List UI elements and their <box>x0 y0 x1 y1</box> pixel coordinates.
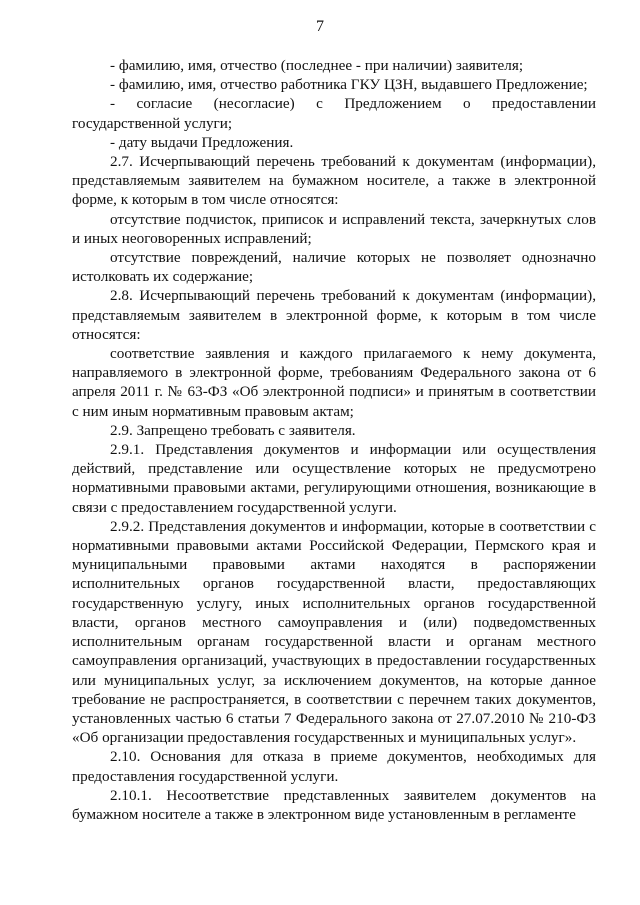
paragraph-2-9-2: 2.9.2. Представления документов и информации, которые в соответствии с нормативными правовыми актами Российской Федерации, Пермского края и муниципальными правовыми актами находятся в распоряжении исполнительных органов государственной власти, предоставляющих государственную услугу, иных исполнительных органов государственной власти, органов местного самоуправления и (или) подведомственных исполнительным органам государственной власти и органам местного самоуправления организаций, участвующих в предоставлении государственных или муниципальных услуг, за исключением документов, на которые данное требование не распространяется, в соответствии с перечнем таких документов, установленных частью 6 статьи 7 Федерального закона от 27.07.2010 № 210-ФЗ «Об организации предоставления государственных и муниципальных услуг». <box>72 517 596 747</box>
paragraph-2-7: 2.7. Исчерпывающий перечень требований к документам (информации), представляемым заявителем на бумажном носителе, а также в электронной форме, к которым в том числе относятся: <box>72 153 596 209</box>
paragraph-2-9: 2.9. Запрещено требовать с заявителя. <box>110 421 356 439</box>
paragraph-no-erasures: отсутствие подчисток, приписок и исправлений текста, зачеркнутых слов и иных неоговоренных исправлений; <box>72 210 596 247</box>
paragraph-2-9-1: 2.9.1. Представления документов и информации или осуществления действий, представление или осуществление которых не предусмотрено нормативными правовыми актами, регулирующими отношения, возникающие в связи с предоставлением государственной услуги. <box>72 441 596 516</box>
paragraph-2-10: 2.10. Основания для отказа в приеме документов, необходимых для предоставления государственной услуги. <box>72 748 596 785</box>
paragraph-issue-date: - дату выдачи Предложения. <box>110 133 294 151</box>
paragraph-electronic-compliance: соответствие заявления и каждого прилагаемого к нему документа, направляемого в электронной форме, требованиям Федерального закона от 6 апреля 2011 г. № 63-ФЗ «Об электронной подписи» и принятым в соответствии с ним иным нормативным правовым актам; <box>72 345 596 420</box>
paragraph-applicant-name: - фамилию, имя, отчество (последнее - при наличии) заявителя; <box>110 57 524 74</box>
paragraph-2-8: 2.8. Исчерпывающий перечень требований к документам (информации), представляемым заявителем в электронной форме, к которым в том числе относятся: <box>72 287 596 343</box>
paragraph-consent: - согласие (несогласие) с Предложением о предоставлении государственной услуги; <box>72 95 596 132</box>
paragraph-worker-name: - фамилию, имя, отчество работника ГКУ ЦЗН, выдавшего Предложение; <box>110 76 588 94</box>
document-body <box>72 56 596 824</box>
paragraph-no-damage: отсутствие повреждений, наличие которых не позволяет однозначно истолковать их содержание; <box>72 249 596 286</box>
paragraph-2-10-1: 2.10.1. Несоответствие представленных заявителем документов на бумажном носителе а также в электронном виде установленным в регламенте <box>72 786 596 823</box>
page-number: 7 <box>316 18 324 35</box>
